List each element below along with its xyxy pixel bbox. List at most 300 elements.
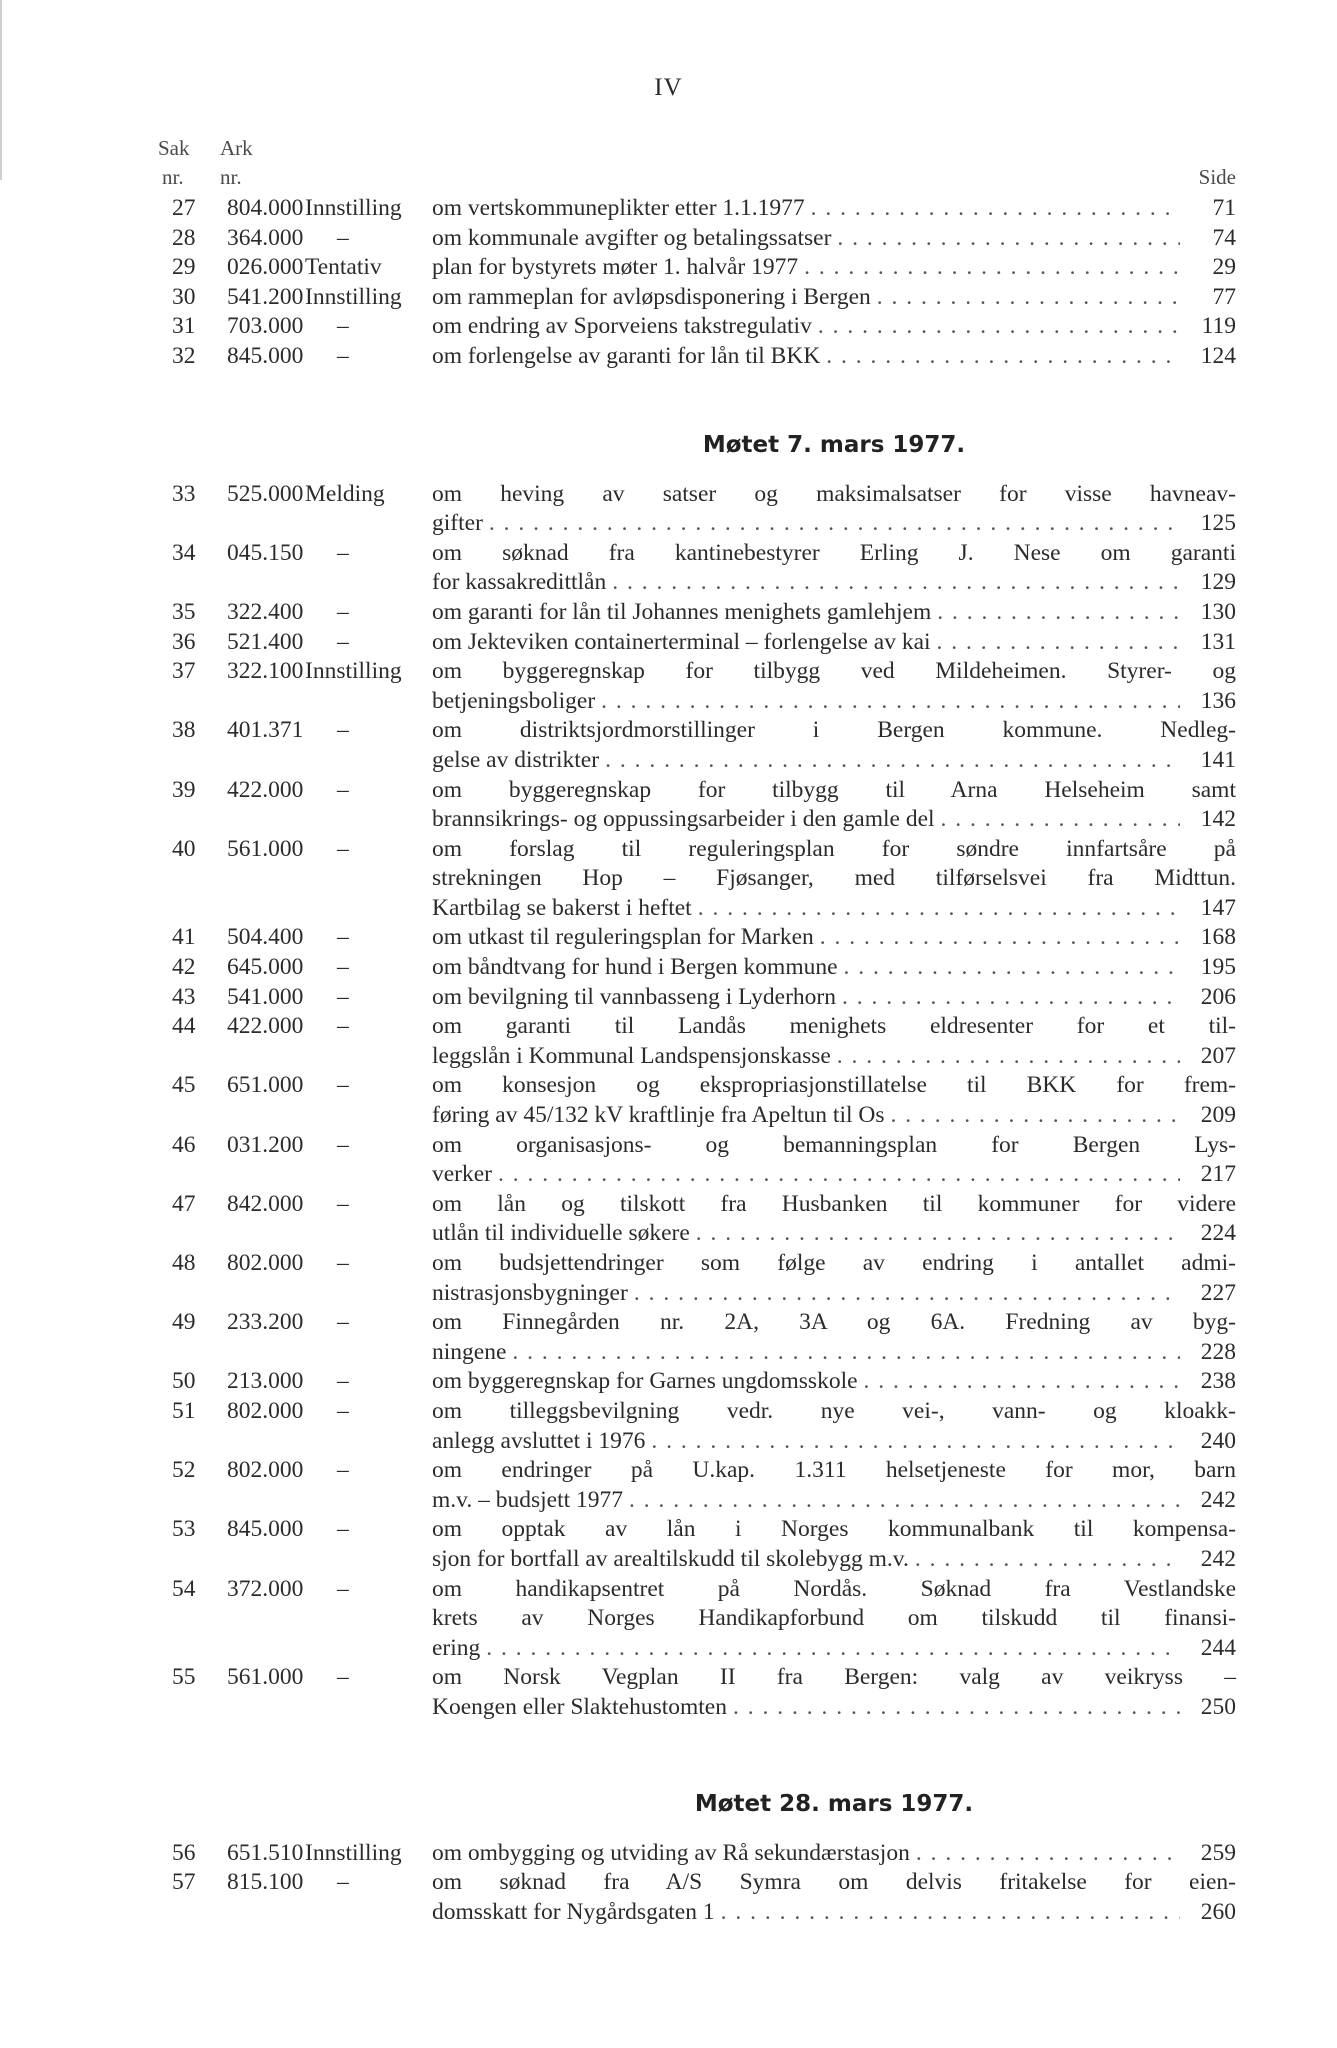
page-ref: 74 xyxy=(1212,224,1236,251)
page-ref: 227 xyxy=(1200,1279,1236,1306)
index-entry xyxy=(172,224,1236,254)
entry-line-text: Kartbilag se bakerst i heftet xyxy=(432,894,692,921)
ark-number: 364.000 xyxy=(227,224,304,251)
entry-type: Tentativ xyxy=(305,254,382,281)
entry-type: – xyxy=(337,1368,349,1395)
ark-number: 026.000 xyxy=(227,254,304,281)
entry-line: om distriktsjordmorstillinger i Bergen kommune. Nedleg- xyxy=(432,717,1236,744)
sak-number: 48 xyxy=(172,1250,196,1276)
entry-text xyxy=(432,480,1236,539)
meeting-section xyxy=(172,432,1236,1723)
page-ref: 244 xyxy=(1200,1634,1236,1661)
entry-line xyxy=(432,1279,1236,1309)
entry-line xyxy=(432,224,1236,254)
entry-type: – xyxy=(337,954,349,981)
entry-line xyxy=(432,1486,1236,1516)
entry-line-text: anlegg avsluttet i 1976 xyxy=(432,1427,646,1454)
page-ref: 250 xyxy=(1200,1693,1236,1720)
entry-line xyxy=(432,628,1236,658)
entry-type: Innstilling xyxy=(305,195,402,221)
sak-number: 27 xyxy=(172,195,196,221)
page-ref: 125 xyxy=(1200,510,1236,537)
entry-text xyxy=(432,1249,1236,1308)
entry-line-text: om bevilgning til vannbasseng i Lyderhorn xyxy=(432,983,837,1010)
entry-line xyxy=(432,312,1236,342)
entry-text xyxy=(432,1131,1236,1190)
entry-line xyxy=(432,194,1236,224)
dot-leader xyxy=(826,342,1180,372)
entry-line xyxy=(432,598,1236,628)
dot-leader xyxy=(937,628,1180,658)
dot-leader xyxy=(696,1219,1180,1249)
entry-type: – xyxy=(337,1131,349,1158)
entry-line-text: om utkast til reguleringsplan for Marken xyxy=(432,924,814,951)
ark-number: 521.400 xyxy=(227,628,304,655)
entry-line-text: om garanti for lån til Johannes menighets gamlehjem xyxy=(432,598,932,625)
entry-line: om søknad fra kantinebestyrer Erling J. Nese om garanti xyxy=(432,539,1236,566)
page-ref: 71 xyxy=(1212,195,1236,221)
entry-type: – xyxy=(337,717,349,744)
entry-line xyxy=(432,1338,1236,1368)
entry-line: om opptak av lån i Norges kommunalbank til kompensa- xyxy=(432,1516,1236,1543)
sak-number: 56 xyxy=(172,1839,196,1866)
entry-line-text: nistrasjonsbygninger xyxy=(432,1279,628,1306)
index-entry xyxy=(172,628,1236,658)
sak-number: 36 xyxy=(172,628,196,655)
page-ref: 147 xyxy=(1200,894,1236,921)
entry-type: Melding xyxy=(305,480,385,507)
ark-number: 045.150 xyxy=(227,539,304,566)
sak-number: 29 xyxy=(172,254,196,281)
entry-line xyxy=(432,253,1236,283)
index-entry xyxy=(172,342,1236,372)
sak-number: 32 xyxy=(172,342,196,369)
index-entry xyxy=(172,598,1236,628)
entry-line-text: gifter xyxy=(432,510,483,537)
page-ref: 124 xyxy=(1200,342,1236,369)
dot-leader xyxy=(629,1486,1180,1516)
ark-number: 322.100 xyxy=(227,658,304,685)
entry-line xyxy=(432,894,1236,924)
entry-text xyxy=(432,1190,1236,1249)
entry-line-text: domsskatt for Nygårdsgaten 1 xyxy=(432,1898,715,1925)
dot-leader xyxy=(804,253,1180,283)
entry-line xyxy=(432,1545,1236,1575)
ark-number: 815.100 xyxy=(227,1869,304,1896)
entry-line-text: ningene xyxy=(432,1338,507,1365)
entry-line-text: utlån til individuelle søkere xyxy=(432,1220,690,1247)
page-ref: 217 xyxy=(1200,1161,1236,1188)
ark-number: 802.000 xyxy=(227,1397,304,1424)
dot-leader xyxy=(605,746,1180,776)
sak-number: 47 xyxy=(172,1190,196,1217)
index-entry xyxy=(172,657,1236,716)
ark-number: 842.000 xyxy=(227,1190,304,1217)
entry-line xyxy=(432,923,1236,953)
sak-number: 52 xyxy=(172,1457,196,1484)
entry-line: om garanti til Landås menighets eldresenter for et til- xyxy=(432,1013,1236,1040)
dot-leader xyxy=(837,224,1180,254)
entry-type: Innstilling xyxy=(305,283,402,310)
sak-number: 30 xyxy=(172,283,196,310)
meeting-title: Møtet 28. mars 1977. xyxy=(694,1790,974,1817)
entry-type: – xyxy=(337,1190,349,1217)
sak-number: 57 xyxy=(172,1869,196,1896)
sak-number: 39 xyxy=(172,776,196,803)
index-entry xyxy=(172,1868,1236,1927)
entry-text xyxy=(432,224,1236,254)
entry-text xyxy=(432,657,1236,716)
ark-number: 561.000 xyxy=(227,835,304,862)
ark-number: 802.000 xyxy=(227,1250,304,1276)
dot-leader xyxy=(489,509,1180,539)
entry-line-text: Koengen eller Slaktehustomten xyxy=(432,1693,727,1720)
entry-line-text: om båndtvang for hund i Bergen kommune xyxy=(432,954,838,981)
entry-type: – xyxy=(337,1457,349,1484)
page-ref: 129 xyxy=(1200,569,1236,596)
page-ref: 131 xyxy=(1200,628,1236,655)
sak-number: 34 xyxy=(172,539,196,566)
ark-number: 645.000 xyxy=(227,954,304,981)
entry-line xyxy=(432,1898,1236,1928)
meeting-title: Møtet 7. mars 1977. xyxy=(702,431,966,458)
entry-line xyxy=(432,1219,1236,1249)
index-entry xyxy=(172,1367,1236,1397)
page-ref: 259 xyxy=(1200,1839,1236,1866)
dot-leader xyxy=(818,312,1180,342)
entry-line: om budsjettendringer som følge av endring i antallet admi- xyxy=(432,1250,1236,1276)
entry-text xyxy=(432,1456,1236,1515)
entry-text xyxy=(432,539,1236,598)
entry-line-text: ering xyxy=(432,1634,481,1661)
entry-line: strekningen Hop – Fjøsanger, med tilførselsvei fra Midttun. xyxy=(432,865,1236,892)
index-entry xyxy=(172,1012,1236,1071)
sak-number: 28 xyxy=(172,224,196,251)
entry-line xyxy=(432,568,1236,598)
ark-number: 804.000 xyxy=(227,195,304,221)
index-entry xyxy=(172,1663,1236,1722)
sak-number: 31 xyxy=(172,313,196,340)
entry-line-text: om rammeplan for avløpsdisponering i Bergen xyxy=(432,283,871,310)
entry-line: om organisasjons- og bemanningsplan for Bergen Lys- xyxy=(432,1131,1236,1158)
page-ref: 119 xyxy=(1201,313,1236,340)
ark-number: 541.200 xyxy=(227,283,304,310)
entry-text xyxy=(432,312,1236,342)
dot-leader xyxy=(698,894,1180,924)
sak-number: 49 xyxy=(172,1309,196,1336)
entry-type: Innstilling xyxy=(305,658,402,685)
ark-number: 541.000 xyxy=(227,983,304,1010)
page-ref: 168 xyxy=(1200,924,1236,951)
entry-text xyxy=(432,1515,1236,1574)
entry-line xyxy=(432,342,1236,372)
sak-number: 43 xyxy=(172,983,196,1010)
entry-line-text: m.v. – budsjett 1977 xyxy=(432,1486,624,1513)
index-entry xyxy=(172,1131,1236,1190)
sak-number: 42 xyxy=(172,954,196,981)
dot-leader xyxy=(844,953,1180,983)
entry-line: om heving av satser og maksimalsatser for visse havneav- xyxy=(432,480,1236,507)
entry-text xyxy=(432,598,1236,628)
dot-leader xyxy=(733,1693,1180,1723)
entry-line: om tilleggsbevilgning vedr. nye vei-, vann- og kloakk- xyxy=(432,1397,1236,1424)
entry-text xyxy=(432,194,1236,224)
entry-type: – xyxy=(337,835,349,862)
index-entry xyxy=(172,983,1236,1013)
entry-text xyxy=(432,923,1236,953)
sak-number: 37 xyxy=(172,658,196,685)
page-ref: 242 xyxy=(1200,1545,1236,1572)
entry-line xyxy=(432,953,1236,983)
entry-line: om konsesjon og ekspropriasjonstillatelse til BKK for frem- xyxy=(432,1072,1236,1099)
dot-leader xyxy=(512,1338,1180,1368)
entry-text xyxy=(432,983,1236,1013)
sak-number: 44 xyxy=(172,1013,196,1040)
sak-number: 46 xyxy=(172,1131,196,1158)
entry-line-text: leggslån i Kommunal Landspensjonskasse xyxy=(432,1042,831,1069)
ark-number: 422.000 xyxy=(227,1013,304,1040)
dot-leader xyxy=(837,1042,1180,1072)
entry-type: Innstilling xyxy=(305,1839,402,1866)
entry-line-text: om endring av Sporveiens takstregulativ xyxy=(432,313,812,340)
dot-leader xyxy=(842,983,1180,1013)
index-entry xyxy=(172,1839,1236,1869)
page-ref: 209 xyxy=(1200,1102,1236,1129)
sak-number: 55 xyxy=(172,1664,196,1691)
page-ref: 228 xyxy=(1200,1338,1236,1365)
entry-type: – xyxy=(337,1250,349,1276)
entry-type: – xyxy=(337,1664,349,1691)
entry-line-text: plan for bystyrets møter 1. halvår 1977 xyxy=(432,254,799,281)
dot-leader xyxy=(877,283,1180,313)
entry-line: krets av Norges Handikapforbund om tilskudd til finansi- xyxy=(432,1605,1236,1632)
page-ref: 224 xyxy=(1200,1220,1236,1247)
header-side: Side xyxy=(1198,165,1236,189)
index-entry xyxy=(172,1575,1236,1664)
ark-number: 561.000 xyxy=(227,1664,304,1691)
page-ref: 130 xyxy=(1200,598,1236,625)
dot-leader xyxy=(941,805,1180,835)
page-ref: 77 xyxy=(1212,283,1236,310)
entry-text xyxy=(432,1868,1236,1927)
index-content xyxy=(158,136,1236,1927)
index-entry xyxy=(172,1397,1236,1456)
entry-text xyxy=(432,253,1236,283)
entry-line: om Finnegården nr. 2A, 3A og 6A. Fredning av byg- xyxy=(432,1309,1236,1336)
entry-line: om Norsk Vegplan II fra Bergen: valg av veikryss – xyxy=(432,1664,1236,1691)
entry-type: – xyxy=(337,342,349,369)
entry-line xyxy=(432,1693,1236,1723)
entry-line xyxy=(432,805,1236,835)
entry-line xyxy=(432,687,1236,717)
dot-leader xyxy=(937,598,1180,628)
ark-number: 651.510 xyxy=(227,1839,304,1866)
sak-number: 53 xyxy=(172,1516,196,1543)
entry-type: – xyxy=(337,598,349,625)
entry-text xyxy=(432,716,1236,775)
page-ref: 195 xyxy=(1200,954,1236,981)
entry-type: – xyxy=(337,539,349,566)
entry-type: – xyxy=(337,224,349,251)
entry-text xyxy=(432,1397,1236,1456)
entry-line: om handikapsentret på Nordås. Søknad fra Vestlandske xyxy=(432,1575,1236,1602)
ark-number: 233.200 xyxy=(227,1309,304,1336)
entry-line xyxy=(432,1634,1236,1664)
page-ref: 141 xyxy=(1200,746,1236,773)
dot-leader xyxy=(601,687,1180,717)
header-sak: Sak xyxy=(158,136,190,160)
sak-number: 38 xyxy=(172,717,196,744)
ark-number: 372.000 xyxy=(227,1575,304,1602)
page-ref: 206 xyxy=(1200,983,1236,1010)
entry-line xyxy=(432,1367,1236,1397)
entry-text xyxy=(432,1071,1236,1130)
index-entry xyxy=(172,1249,1236,1308)
ark-number: 845.000 xyxy=(227,342,304,369)
index-entry xyxy=(172,312,1236,342)
page-ref: 238 xyxy=(1200,1368,1236,1395)
entry-text xyxy=(432,342,1236,372)
entry-line: om byggeregnskap for tilbygg til Arna Helseheim samt xyxy=(432,776,1236,803)
entry-text xyxy=(432,1367,1236,1397)
entry-line xyxy=(432,1427,1236,1457)
entry-type: – xyxy=(337,1869,349,1896)
entry-line xyxy=(432,1839,1236,1869)
entry-line-text: om forlengelse av garanti for lån til BKK xyxy=(432,342,821,369)
dot-leader xyxy=(651,1427,1180,1457)
dot-leader xyxy=(915,1545,1180,1575)
entry-text xyxy=(432,1839,1236,1869)
entry-text xyxy=(432,776,1236,835)
sak-number: 40 xyxy=(172,835,196,862)
entry-type: – xyxy=(337,776,349,803)
ark-number: 845.000 xyxy=(227,1516,304,1543)
entry-type: – xyxy=(337,628,349,655)
page-ref: 207 xyxy=(1200,1042,1236,1069)
index-entry xyxy=(172,953,1236,983)
sak-number: 33 xyxy=(172,480,196,507)
entry-line-text: gelse av distrikter xyxy=(432,746,600,773)
entry-line-text: sjon for bortfall av arealtilskudd til skolebygg m.v. xyxy=(432,1545,909,1572)
sak-number: 45 xyxy=(172,1072,196,1099)
dot-leader xyxy=(820,923,1180,953)
meeting-section xyxy=(172,1791,1236,1928)
sak-number: 50 xyxy=(172,1368,196,1395)
dot-leader xyxy=(721,1898,1180,1928)
page-ref: 29 xyxy=(1212,254,1236,281)
page-ref: 142 xyxy=(1200,806,1236,833)
entry-text xyxy=(432,1663,1236,1722)
entry-type: – xyxy=(337,1575,349,1602)
entry-type: – xyxy=(337,1013,349,1040)
entry-text xyxy=(432,1308,1236,1367)
entry-type: – xyxy=(337,1309,349,1336)
entry-line-text: om vertskommuneplikter etter 1.1.1977 xyxy=(432,195,805,221)
sections-container xyxy=(172,194,1236,1927)
index-entry xyxy=(172,716,1236,775)
entry-text xyxy=(432,835,1236,924)
entry-type: – xyxy=(337,1397,349,1424)
ark-number: 401.371 xyxy=(227,717,304,744)
entry-line xyxy=(432,1042,1236,1072)
index-entry xyxy=(172,1071,1236,1130)
sak-number: 35 xyxy=(172,598,196,625)
entry-line-text: om byggeregnskap for Garnes ungdomsskole xyxy=(432,1368,858,1395)
dot-leader xyxy=(891,1101,1180,1131)
index-entry xyxy=(172,776,1236,835)
entry-line xyxy=(432,1101,1236,1131)
dot-leader xyxy=(612,568,1180,598)
meeting-section xyxy=(172,194,1236,372)
ark-number: 213.000 xyxy=(227,1368,304,1395)
index-entry xyxy=(172,283,1236,313)
entry-line xyxy=(432,746,1236,776)
page-ref: 260 xyxy=(1200,1898,1236,1925)
ark-number: 802.000 xyxy=(227,1457,304,1484)
entry-line-text: om Jekteviken containerterminal – forlengelse av kai xyxy=(432,628,931,655)
entry-line-text: om kommunale avgifter og betalingssatser xyxy=(432,224,832,251)
dot-leader xyxy=(811,194,1180,224)
index-entry xyxy=(172,1456,1236,1515)
dot-leader xyxy=(486,1634,1180,1664)
page-ref: 242 xyxy=(1200,1486,1236,1513)
entry-type: – xyxy=(337,924,349,951)
dot-leader xyxy=(634,1279,1180,1309)
entry-type: – xyxy=(337,1516,349,1543)
page-ref: 240 xyxy=(1200,1427,1236,1454)
index-entry xyxy=(172,835,1236,924)
entry-line xyxy=(432,283,1236,313)
entry-line-text: føring av 45/132 kV kraftlinje fra Apeltun til Os xyxy=(432,1102,885,1129)
ark-number: 703.000 xyxy=(227,313,304,340)
entry-line-text: for kassakredittlån xyxy=(432,569,607,596)
entry-text xyxy=(432,628,1236,658)
index-entry xyxy=(172,1190,1236,1249)
entry-type: – xyxy=(337,313,349,340)
dot-leader xyxy=(864,1367,1180,1397)
sak-number: 41 xyxy=(172,924,196,951)
ark-number: 031.200 xyxy=(227,1131,304,1158)
entry-line-text: om ombygging og utviding av Rå sekundærstasjon xyxy=(432,1839,910,1866)
header-ark-nr: nr. xyxy=(220,165,242,189)
entry-line: om endringer på U.kap. 1.311 helsetjeneste for mor, barn xyxy=(432,1457,1236,1484)
ark-number: 525.000 xyxy=(227,480,304,507)
entry-line-text: brannsikrings- og oppussingsarbeider i den gamle del xyxy=(432,806,935,833)
header-ark: Ark xyxy=(220,136,253,160)
entry-line: om søknad fra A/S Symra om delvis fritakelse for eien- xyxy=(432,1869,1236,1896)
header-sak-nr: nr. xyxy=(162,165,184,189)
dot-leader xyxy=(498,1160,1180,1190)
index-entry xyxy=(172,480,1236,539)
page-number: IV xyxy=(654,74,683,101)
ark-number: 322.400 xyxy=(227,598,304,625)
entry-text xyxy=(432,1575,1236,1664)
index-entry xyxy=(172,194,1236,224)
index-entry xyxy=(172,1515,1236,1574)
entry-line-text: betjeningsboliger xyxy=(432,687,596,714)
index-entry xyxy=(172,253,1236,283)
entry-line xyxy=(432,509,1236,539)
entry-text xyxy=(432,283,1236,313)
ark-number: 504.400 xyxy=(227,924,304,951)
column-headers xyxy=(158,136,1236,194)
sak-number: 51 xyxy=(172,1397,196,1424)
entry-text xyxy=(432,1012,1236,1071)
entry-type: – xyxy=(337,983,349,1010)
entry-line xyxy=(432,983,1236,1013)
entry-line-text: verker xyxy=(432,1161,493,1188)
ark-number: 651.000 xyxy=(227,1072,304,1099)
